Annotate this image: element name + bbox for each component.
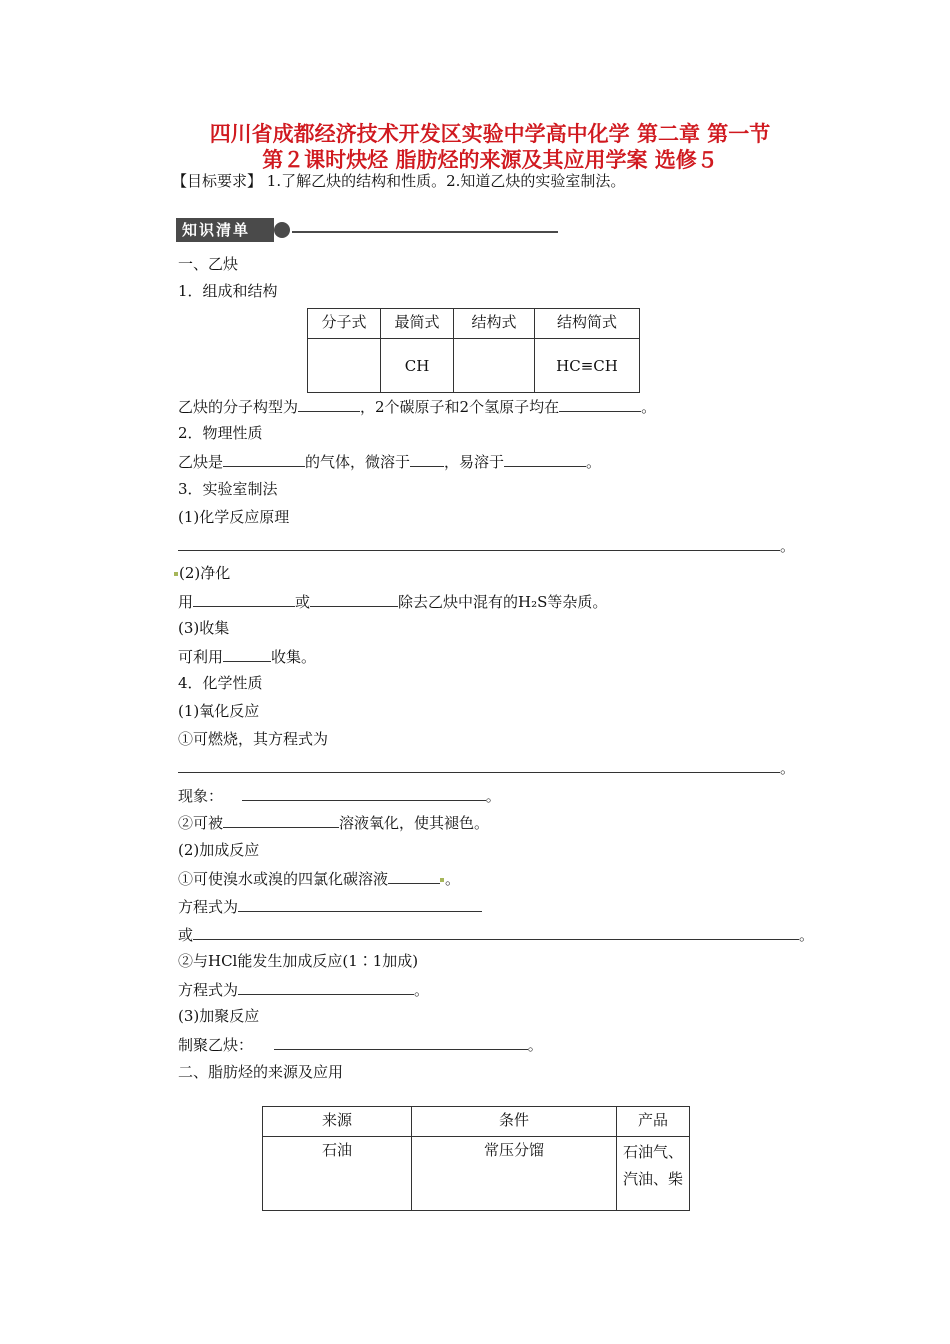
table1-cell: [454, 339, 535, 393]
text-fragment: 。: [586, 453, 602, 471]
phenomenon-line: [178, 785, 501, 806]
text-fragment: 。: [527, 1036, 543, 1054]
oxidation-heading: (1)氧化反应: [178, 702, 260, 720]
blank-line: [242, 785, 486, 801]
reaction-principle: (1)化学反应原理: [178, 508, 290, 526]
text-fragment: 。: [445, 870, 461, 888]
text-fragment: 乙炔的分子构型为: [178, 398, 299, 416]
table1-cell: [308, 339, 381, 393]
goal-line: [172, 171, 625, 191]
blank-line: [178, 757, 780, 773]
blank-line: [298, 396, 360, 412]
table1-header: 最简式: [381, 309, 454, 339]
text-fragment: (2)净化: [179, 564, 231, 582]
blank-line: [310, 591, 398, 607]
text-fragment: 或: [178, 926, 194, 944]
table2-header: 条件: [412, 1107, 617, 1137]
blank-line: [388, 868, 440, 884]
blank-line: [223, 646, 271, 662]
doc-title-line-2: 第２课时炔烃 脂肪烃的来源及其应用学案 选修５: [262, 148, 718, 172]
table1-header: 分子式: [308, 309, 381, 339]
text-fragment: ，易溶于: [444, 453, 505, 471]
section1-heading: 一、乙炔: [178, 255, 239, 273]
polyacetylene-line: [178, 1034, 543, 1055]
text-fragment: 方程式为: [178, 981, 239, 999]
text-fragment: 溶液氧化，使其褪色。: [339, 814, 490, 832]
equation-line: [178, 979, 429, 1000]
text-fragment: 收集。: [271, 648, 317, 666]
blank-line: [238, 896, 482, 912]
combustion-line: ①可燃烧，其方程式为: [178, 730, 329, 748]
dot-mark-icon: [440, 878, 444, 882]
subheading-composition: 1．组成和结构: [178, 282, 278, 300]
section2-heading: 二、脂肪烃的来源及应用: [178, 1063, 344, 1081]
bromine-line: [178, 868, 460, 889]
blank-line: [178, 535, 780, 551]
blank-line: [223, 812, 339, 828]
text-fragment: 可利用: [178, 648, 224, 666]
structure-table: [307, 308, 640, 393]
equation-line: [178, 896, 482, 917]
text-fragment: 制聚乙炔：: [178, 1036, 254, 1054]
section-banner: 知识清单: [176, 218, 274, 242]
collection-heading: (3)收集: [178, 619, 230, 637]
polymerization-heading: (3)加聚反应: [178, 1007, 260, 1025]
blank-line: [559, 396, 641, 412]
subheading-physical: 2．物理性质: [178, 424, 263, 442]
text-fragment: ①可使溴水或溴的四氯化碳溶液: [178, 870, 389, 888]
text-fragment: 现象：: [178, 787, 224, 805]
text-fragment: 。: [641, 398, 657, 416]
doc-title-line-1: 四川省成都经济技术开发区实验中学高中化学 第二章 第一节: [209, 122, 771, 146]
text-fragment: 的气体，微溶于: [305, 453, 411, 471]
text-fragment: 。: [799, 926, 815, 944]
blank-line: [274, 1034, 528, 1050]
or-line: [178, 924, 814, 945]
text-fragment: 用: [178, 593, 194, 611]
structure-line: [178, 396, 656, 417]
blank-line: [193, 924, 799, 940]
table2-cell: 常压分馏: [412, 1137, 617, 1211]
table1-header: 结构式: [454, 309, 535, 339]
purification-heading: [174, 563, 230, 583]
text-fragment: 。: [780, 537, 796, 555]
banner-dot-icon: [274, 222, 290, 238]
blank-line: [410, 451, 444, 467]
text-fragment: 。: [414, 981, 430, 999]
blank-line: [193, 591, 295, 607]
answer-line: [178, 757, 795, 778]
answer-line: [178, 535, 795, 556]
text-fragment: 或: [295, 593, 311, 611]
collection-line: [178, 646, 316, 667]
text-fragment: 。: [485, 787, 501, 805]
subheading-chemical: 4．化学性质: [178, 674, 263, 692]
oxidized-line: [178, 812, 489, 833]
text-fragment: ，2个碳原子和2个氢原子均在: [360, 398, 560, 416]
text-fragment: 乙炔是: [178, 453, 224, 471]
sources-table: [262, 1106, 690, 1211]
blank-line: [504, 451, 586, 467]
table2-cell: 石油: [263, 1137, 412, 1211]
text-fragment: ②可被: [178, 814, 224, 832]
text-fragment: 。: [780, 759, 796, 777]
physical-line: [178, 451, 601, 472]
table1-cell: HC≡CH: [535, 339, 640, 393]
purification-line: [178, 591, 607, 612]
goal-text: 1.了解乙炔的结构和性质。2.知道乙炔的实验室制法。: [266, 172, 626, 190]
blank-line: [223, 451, 305, 467]
blank-line: [238, 979, 414, 995]
table2-cell: 石油气、汽油、柴: [617, 1137, 690, 1211]
banner-rule: [292, 231, 558, 233]
text-fragment: 除去乙炔中混有的H₂S等杂质。: [398, 593, 608, 611]
subheading-lab-prep: 3．实验室制法: [178, 480, 278, 498]
addition-heading: (2)加成反应: [178, 841, 260, 859]
table2-header: 来源: [263, 1107, 412, 1137]
table1-header: 结构简式: [535, 309, 640, 339]
dot-mark-icon: [174, 572, 178, 576]
text-fragment: 方程式为: [178, 898, 239, 916]
goal-label: 【目标要求】: [172, 172, 263, 190]
hcl-line: ②与HCl能发生加成反应(1∶1加成): [178, 952, 419, 970]
table2-header: 产品: [617, 1107, 690, 1137]
table1-cell: CH: [381, 339, 454, 393]
